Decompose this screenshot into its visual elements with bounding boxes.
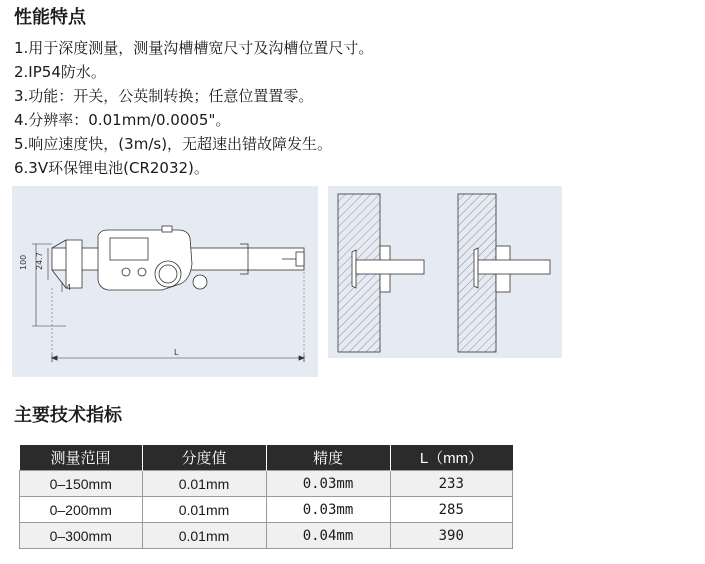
feature-item: 2.IP54防水。	[14, 63, 106, 81]
dimension-label-4: 4	[66, 283, 72, 292]
table-header-row	[20, 445, 513, 471]
column-header-resolution: 分度值	[142, 445, 266, 471]
cell-accuracy: 0.03mm	[266, 471, 390, 497]
table-row	[20, 497, 513, 523]
cell-resolution: 0.01mm	[142, 497, 266, 523]
specs-table	[19, 445, 513, 549]
table-row	[20, 523, 513, 549]
feature-item: 6.3V环保锂电池(CR2032)。	[14, 159, 209, 177]
feature-item: 1.用于深度测量，测量沟槽槽宽尺寸及沟槽位置尺寸。	[14, 39, 374, 57]
features-heading: 性能特点	[14, 7, 86, 28]
cell-accuracy: 0.03mm	[266, 497, 390, 523]
groove-measure-diagram	[328, 186, 562, 358]
cell-length: 285	[390, 497, 513, 523]
cell-resolution: 0.01mm	[142, 471, 266, 497]
table-row	[20, 471, 513, 497]
cell-length: 390	[390, 523, 513, 549]
feature-item: 3.功能：开关，公英制转换；任意位置置零。	[14, 87, 314, 105]
dimension-label-100: 100	[19, 254, 28, 270]
column-header-length: L（mm）	[390, 445, 513, 471]
column-header-range: 测量范围	[20, 445, 143, 471]
cell-range: 0–200mm	[20, 497, 143, 523]
cell-accuracy: 0.04mm	[266, 523, 390, 549]
dimension-label-l: L	[174, 348, 179, 357]
dimension-label-24-7: 24.7	[35, 252, 44, 270]
cell-range: 0–150mm	[20, 471, 143, 497]
cell-resolution: 0.01mm	[142, 523, 266, 549]
features-list	[14, 36, 373, 180]
groove-measure-diagram-svg	[328, 186, 562, 358]
caliper-drawing-svg	[12, 186, 318, 377]
feature-item: 4.分辨率：0.01mm/0.0005"。	[14, 111, 231, 129]
caliper-drawing	[12, 186, 318, 377]
specs-heading: 主要技术指标	[14, 405, 122, 426]
column-header-accuracy: 精度	[266, 445, 390, 471]
cell-range: 0–300mm	[20, 523, 143, 549]
cell-length: 233	[390, 471, 513, 497]
feature-item: 5.响应速度快，(3m/s)，无超速出错故障发生。	[14, 135, 333, 153]
